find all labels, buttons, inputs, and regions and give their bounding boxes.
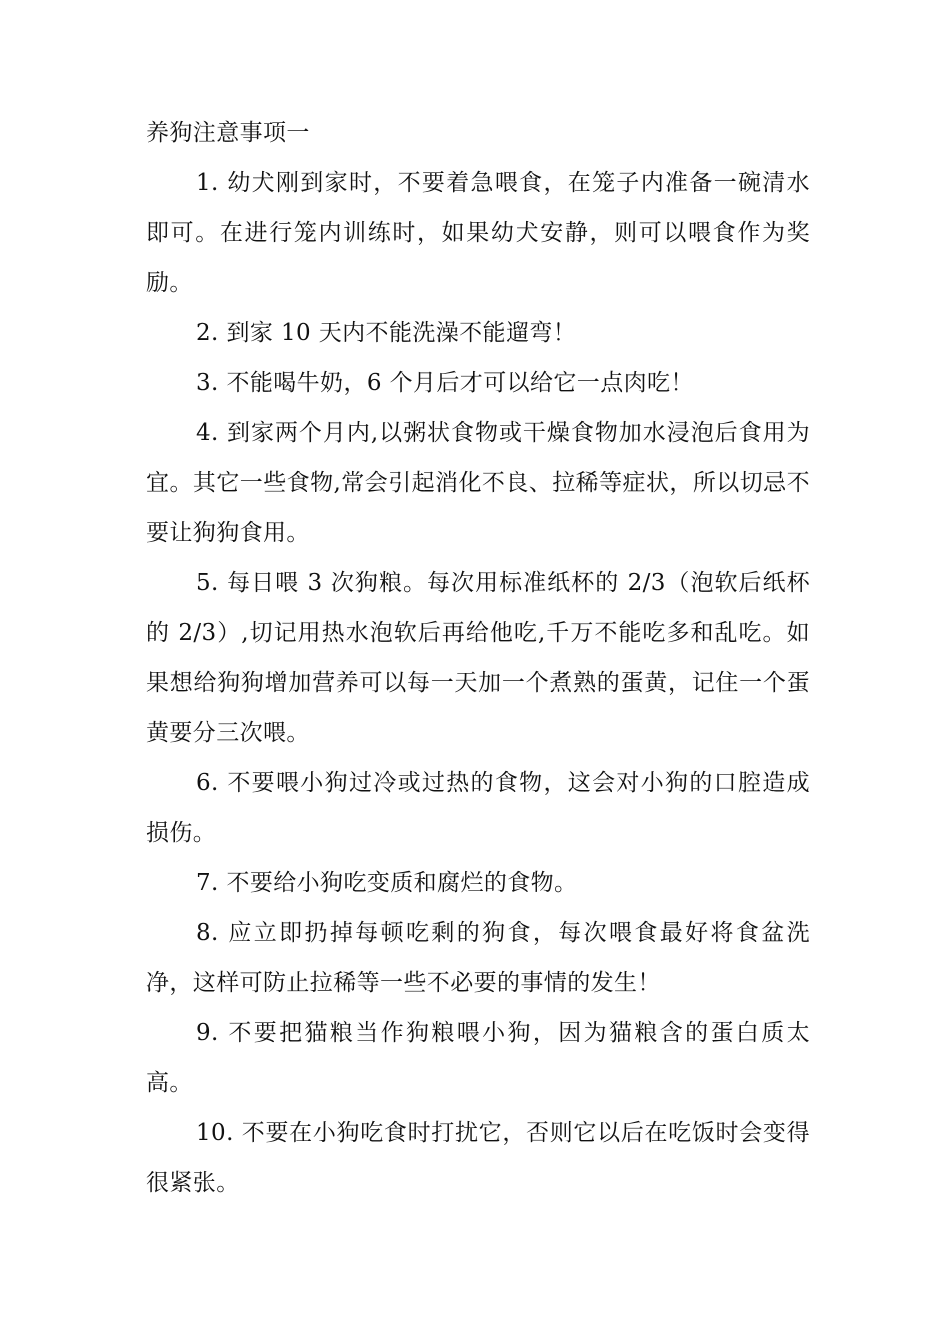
- paragraph-10: 10. 不要在小狗吃食时打扰它，否则它以后在吃饭时会变得很紧张。: [146, 1120, 810, 1196]
- paragraph-7: 7. 不要给小狗吃变质和腐烂的食物。: [196, 870, 578, 896]
- paragraph-1: 1. 幼犬刚到家时，不要着急喂食，在笼子内准备一碗清水即可。在进行笼内训练时，如果幼犬安静，则可以喂食作为奖励。: [146, 170, 810, 296]
- paragraph-8: 8. 应立即扔掉每顿吃剩的狗食，每次喂食最好将食盆洗净，这样可防止拉稀等一些不必要的事情的发生！: [146, 920, 810, 996]
- document-title: 养狗注意事项一: [146, 120, 310, 146]
- paragraph-5: 5. 每日喂 3 次狗粮。每次用标准纸杯的 2/3（泡软后纸杯的 2/3）,切记用热水泡软后再给他吃,千万不能吃多和乱吃。如果想给狗狗增加营养可以每一天加一个煮熟的蛋黄，记住一个蛋黄要分三次喂。: [146, 570, 810, 746]
- paragraph-3: 3. 不能喝牛奶，6 个月后才可以给它一点肉吃！: [196, 370, 694, 396]
- paragraph-2: 2. 到家 10 天内不能洗澡不能遛弯！: [196, 320, 577, 346]
- paragraph-6: 6. 不要喂小狗过冷或过热的食物，这会对小狗的口腔造成损伤。: [146, 770, 810, 846]
- document-body: [146, 108, 810, 1208]
- paragraph-4: 4. 到家两个月内,以粥状食物或干燥食物加水浸泡后食用为宜。其它一些食物,常会引起消化不良、拉稀等症状，所以切忌不要让狗狗食用。: [146, 420, 810, 546]
- paragraph-9: 9. 不要把猫粮当作狗粮喂小狗，因为猫粮含的蛋白质太高。: [146, 1020, 810, 1096]
